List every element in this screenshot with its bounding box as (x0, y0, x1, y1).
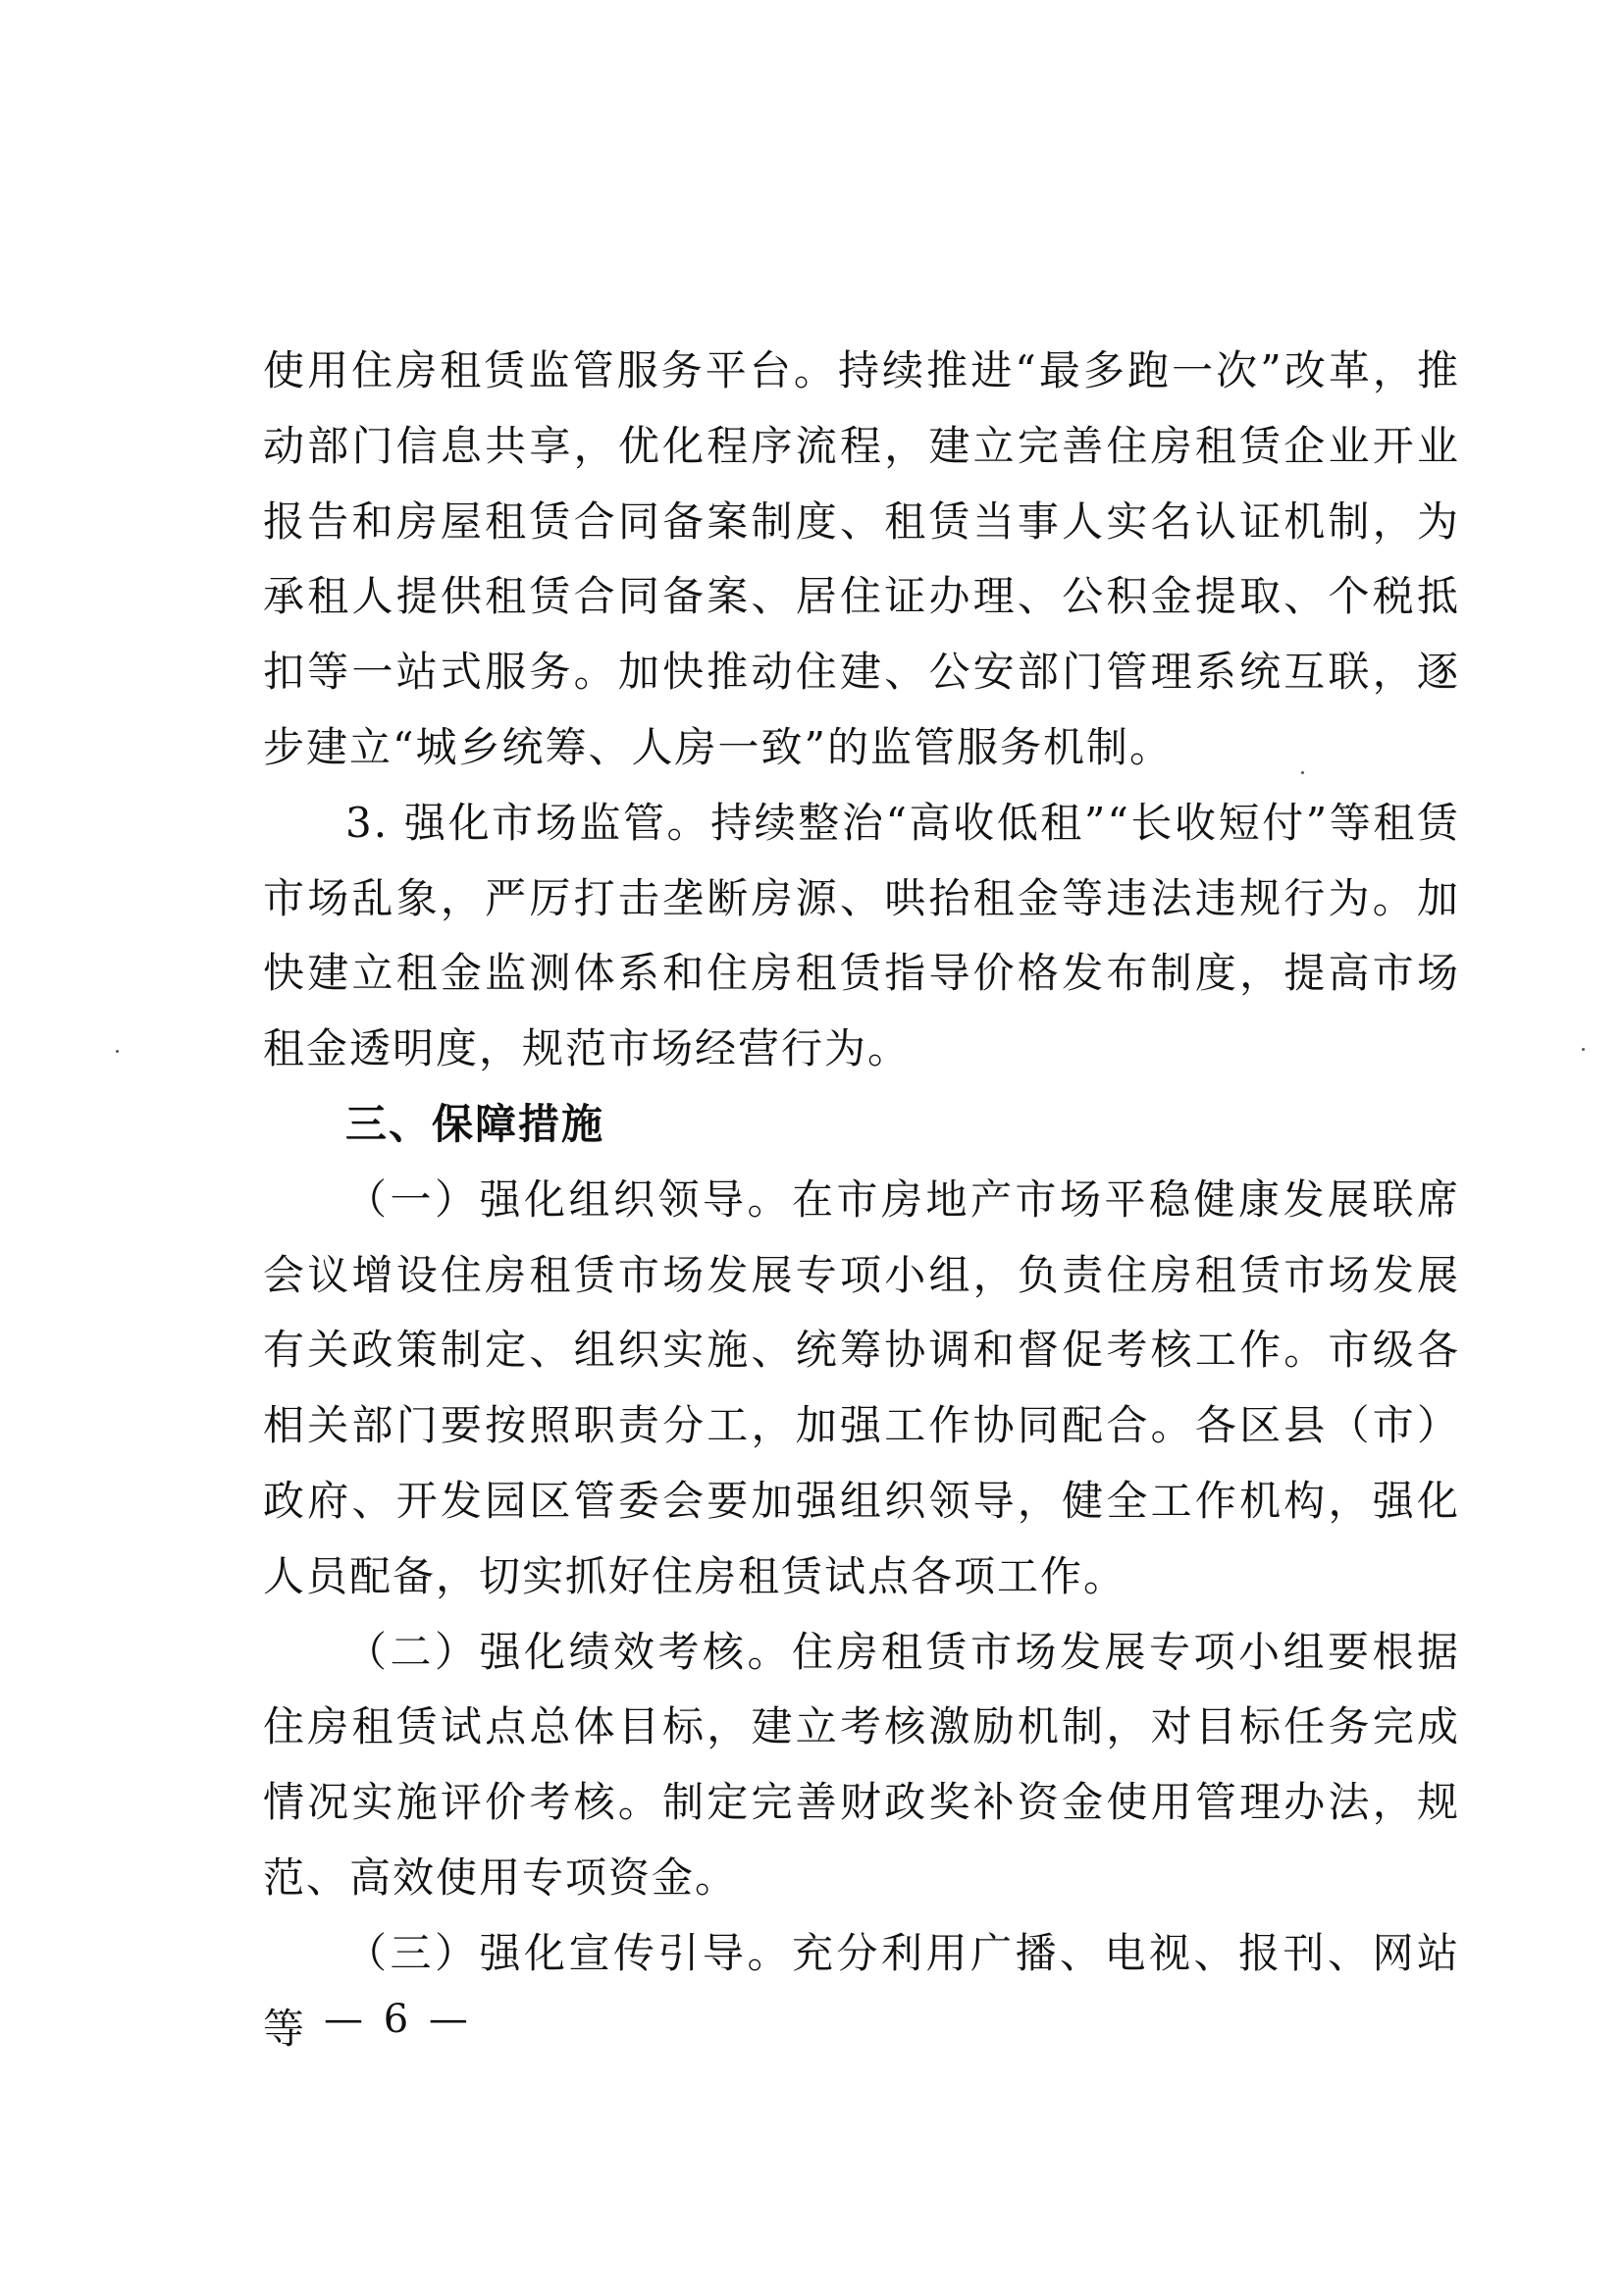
section-heading-safeguards: 三、保障措施 (345, 1099, 605, 1148)
paragraph-platform-services: 使用住房租赁监管服务平台。持续推进“最多跑一次”改革，推动部门信息共享，优化程序流程，建立完善住房租赁企业开业报告和房屋租赁合同备案制度、租赁当事人实名认证机制，为承租人提供租赁合同备案、居住证办理、公积金提取、个税抵扣等一站式服务。加快推动住建、公安部门管理系统互联，逐步建立“城乡统筹、人房一致”的监管服务机制。 (263, 346, 1460, 771)
scan-speck (116, 1050, 119, 1053)
page-number: — 6 — (324, 1997, 472, 2042)
scan-speck (1301, 771, 1304, 774)
scan-speck (1582, 1048, 1585, 1051)
paragraph-organizational-leadership: （一）强化组织领导。在市房地产市场平稳健康发展联席会议增设住房租赁市场发展专项小组，负责住房租赁市场发展有关政策制定、组织实施、统筹协调和督促考核工作。市级各相关部门要按照职责分工，加强工作协同配合。各区县（市）政府、开发园区管委会要加强组织领导，健全工作机构，强化人员配备，切实抓好住房租赁试点各项工作。 (263, 1174, 1460, 1600)
paragraph-market-supervision: 3. 强化市场监管。持续整治“高收低租”“长收短付”等租赁市场乱象，严厉打击垄断房源、哄抬租金等违法违规行为。加快建立租金监测体系和住房租赁指导价格发布制度，提高市场租金透明度，规范市场经营行为。 (263, 798, 1460, 1073)
body-text (263, 334, 1460, 2066)
paragraph-performance-assessment: （二）强化绩效考核。住房租赁市场发展专项小组要根据住房租赁试点总体目标，建立考核激励机制，对目标任务完成情况实施评价考核。制定完善财政奖补资金使用管理办法，规范、高效使用专项资金。 (263, 1627, 1460, 1902)
paragraph-publicity-guidance: （三）强化宣传引导。充分利用广播、电视、报刊、网站等 (263, 1928, 1460, 2053)
